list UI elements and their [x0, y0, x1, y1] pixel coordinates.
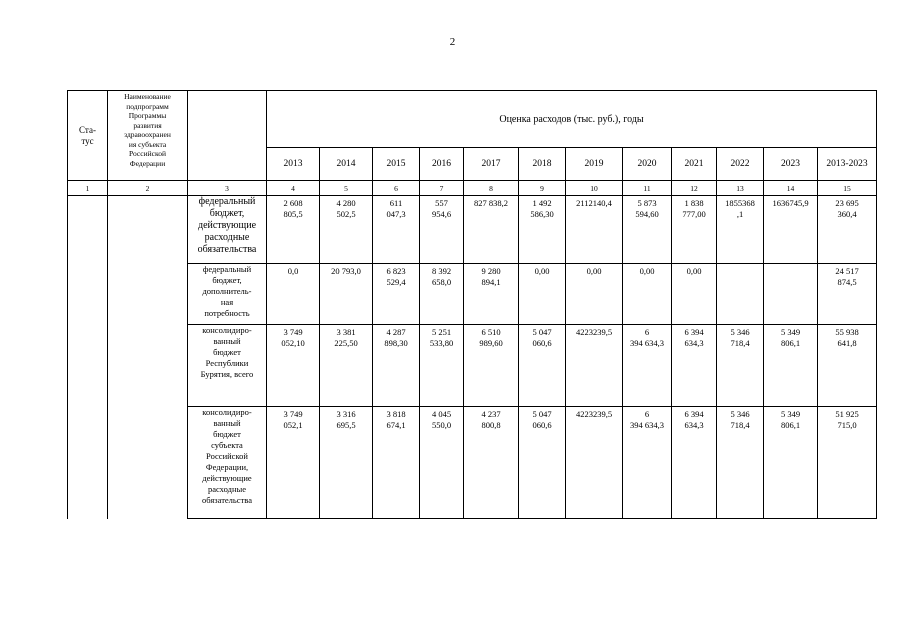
value-cell: 0,0 — [267, 264, 320, 325]
column-number: 15 — [818, 181, 877, 196]
column-number: 14 — [764, 181, 818, 196]
year-header: 2023 — [764, 148, 818, 181]
year-header: 2016 — [420, 148, 464, 181]
table-row — [68, 196, 877, 264]
year-header: 2020 — [623, 148, 672, 181]
value-cell: 6 394 634,3 — [623, 325, 672, 407]
value-cell: 1 838 777,00 — [672, 196, 717, 264]
value-cell: 3 316 695,5 — [320, 407, 373, 519]
value-cell: 0,00 — [566, 264, 623, 325]
value-cell: 5 349 806,1 — [764, 407, 818, 519]
column-number: 2 — [108, 181, 188, 196]
year-header: 2013-2023 — [818, 148, 877, 181]
table-row — [68, 325, 877, 407]
column-number-row — [68, 181, 877, 196]
year-header: 2022 — [717, 148, 764, 181]
value-cell: 55 938 641,8 — [818, 325, 877, 407]
funding-source: федеральный бюджет, дополнитель- ная потребность — [188, 264, 267, 325]
value-cell — [764, 264, 818, 325]
value-cell: 5 349 806,1 — [764, 325, 818, 407]
value-cell: 6 394 634,3 — [623, 407, 672, 519]
value-cell: 4 237 800,8 — [464, 407, 519, 519]
table-row — [68, 264, 877, 325]
value-cell: 1636745,9 — [764, 196, 818, 264]
column-number: 12 — [672, 181, 717, 196]
column-number: 10 — [566, 181, 623, 196]
value-cell: 4 045 550,0 — [420, 407, 464, 519]
value-cell: 5 873 594,60 — [623, 196, 672, 264]
value-cell: 5 346 718,4 — [717, 407, 764, 519]
source-header — [188, 91, 267, 181]
column-number: 1 — [68, 181, 108, 196]
year-header: 2018 — [519, 148, 566, 181]
year-header: 2015 — [373, 148, 420, 181]
subprogram-cell — [108, 196, 188, 519]
column-number: 8 — [464, 181, 519, 196]
status-header: Ста- тус — [68, 91, 108, 181]
year-header: 2019 — [566, 148, 623, 181]
value-cell: 5 251 533,80 — [420, 325, 464, 407]
value-cell: 4 280 502,5 — [320, 196, 373, 264]
value-cell: 3 749 052,1 — [267, 407, 320, 519]
funding-source: консолидиро- ванный бюджет субъекта Российской Федерации, действующие расходные обязательства — [188, 407, 267, 519]
value-cell: 0,00 — [623, 264, 672, 325]
column-number: 6 — [373, 181, 420, 196]
value-cell: 4223239,5 — [566, 407, 623, 519]
year-header: 2013 — [267, 148, 320, 181]
value-cell — [717, 264, 764, 325]
value-cell: 1855368 ,1 — [717, 196, 764, 264]
value-cell: 4223239,5 — [566, 325, 623, 407]
value-cell: 6 823 529,4 — [373, 264, 420, 325]
value-cell: 2 608 805,5 — [267, 196, 320, 264]
value-cell: 5 047 060,6 — [519, 407, 566, 519]
value-cell: 3 749 052,10 — [267, 325, 320, 407]
funding-source: консолидиро- ванный бюджет Республики Бурятия, всего — [188, 325, 267, 407]
value-cell: 3 818 674,1 — [373, 407, 420, 519]
value-cell: 4 287 898,30 — [373, 325, 420, 407]
value-cell: 9 280 894,1 — [464, 264, 519, 325]
value-cell: 51 925 715,0 — [818, 407, 877, 519]
value-cell: 5 047 060,6 — [519, 325, 566, 407]
funding-source: федеральный бюджет, действующие расходные обязательства — [188, 196, 267, 264]
column-number: 5 — [320, 181, 373, 196]
column-number: 3 — [188, 181, 267, 196]
value-cell: 6 394 634,3 — [672, 325, 717, 407]
column-number: 4 — [267, 181, 320, 196]
column-number: 9 — [519, 181, 566, 196]
value-cell: 0,00 — [519, 264, 566, 325]
value-cell: 2112140,4 — [566, 196, 623, 264]
value-cell: 611 047,3 — [373, 196, 420, 264]
table-row — [68, 407, 877, 519]
value-cell: 20 793,0 — [320, 264, 373, 325]
value-cell: 557 954,6 — [420, 196, 464, 264]
page-number: 2 — [449, 36, 456, 48]
value-cell: 3 381 225,50 — [320, 325, 373, 407]
year-header: 2017 — [464, 148, 519, 181]
value-cell: 23 695 360,4 — [818, 196, 877, 264]
subprogram-name-header: Наименование подпрограмм Программы развития здравоохранен ия субъекта Российской Федерации — [108, 91, 188, 181]
estimate-header: Оценка расходов (тыс. руб.), годы — [267, 91, 877, 148]
value-cell: 5 346 718,4 — [717, 325, 764, 407]
value-cell: 0,00 — [672, 264, 717, 325]
column-number: 7 — [420, 181, 464, 196]
value-cell: 24 517 874,5 — [818, 264, 877, 325]
year-header: 2021 — [672, 148, 717, 181]
status-cell — [68, 196, 108, 519]
value-cell: 8 392 658,0 — [420, 264, 464, 325]
value-cell: 827 838,2 — [464, 196, 519, 264]
value-cell: 6 394 634,3 — [672, 407, 717, 519]
value-cell: 1 492 586,30 — [519, 196, 566, 264]
value-cell: 6 510 989,60 — [464, 325, 519, 407]
expenditure-table — [67, 90, 877, 519]
year-header: 2014 — [320, 148, 373, 181]
column-number: 13 — [717, 181, 764, 196]
column-number: 11 — [623, 181, 672, 196]
